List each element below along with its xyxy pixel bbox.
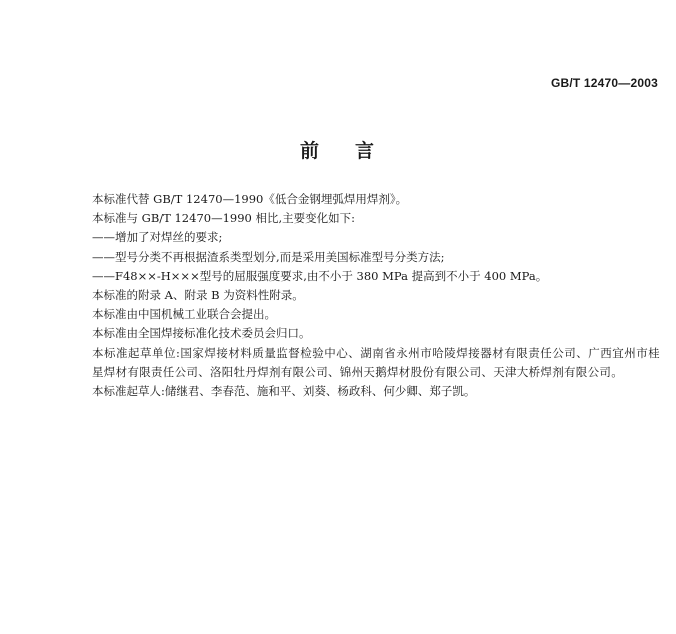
page-title: [0, 136, 676, 163]
paragraph-annexes: 本标准的附录 A、附录 B 为资料性附录。: [92, 288, 304, 303]
list-item-classification: ——型号分类不再根据渣系类型划分,而是采用美国标准型号分类方法;: [92, 249, 445, 264]
list-item-yield-strength: ——F48××-H×××型号的屈服强度要求,由不小于 380 MPa 提高到不小于 400 MPa。: [92, 268, 548, 283]
title-part-2: 言: [355, 140, 377, 162]
title-part-1: 前: [299, 140, 321, 162]
paragraph-replaces: 本标准代替 GB/T 12470—1990《低合金钢埋弧焊用焊剂》。: [92, 192, 408, 206]
paragraph-drafters: 本标准起草人:储继君、李春范、施和平、刘葵、杨政科、何少卿、郑子凯。: [92, 384, 476, 399]
paragraph-changes-intro: 本标准与 GB/T 12470—1990 相比,主要变化如下:: [92, 211, 356, 226]
paragraph-drafting-units: 本标准起草单位:国家焊接材料质量监督检验中心、湖南省永州市哈陵焊接器材有限责任公司、广西宜州市桂星焊材有限责任公司、洛阳牡丹焊剂有限公司、锦州天鹅焊材股份有限公司、天津大桥焊剂有限公司。: [92, 345, 660, 379]
paragraph-centralized-by: 本标准由全国焊接标准化技术委员会归口。: [92, 326, 311, 341]
foreword-body: [70, 190, 660, 401]
paragraph-proposed-by: 本标准由中国机械工业联合会提出。: [92, 307, 276, 322]
list-item-wire-requirement: ——增加了对焊丝的要求;: [92, 230, 223, 245]
standard-number: GB/T 12470—2003: [550, 76, 658, 90]
